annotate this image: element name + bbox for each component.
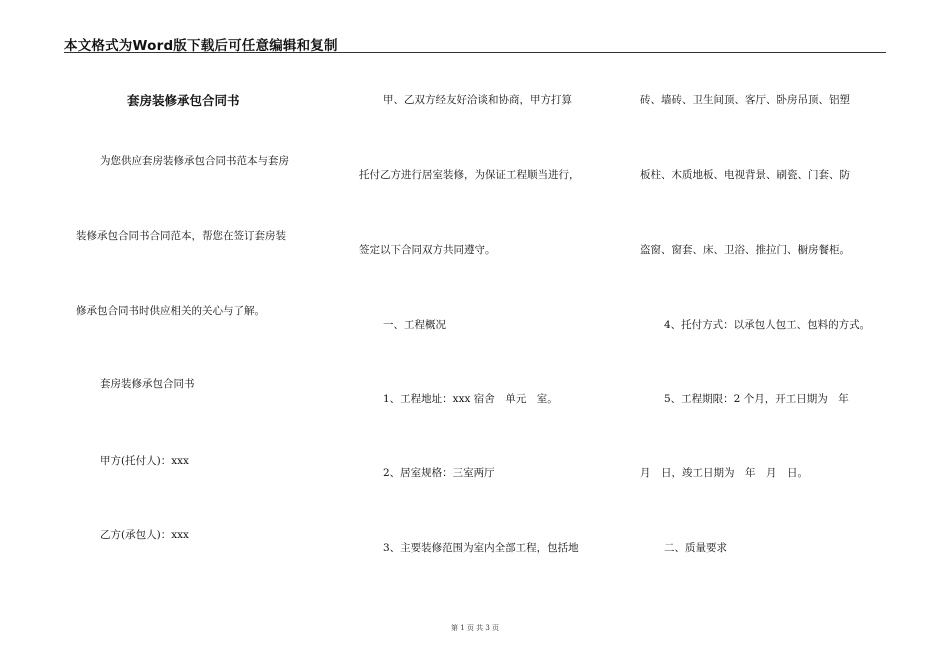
- header-title: 本文格式为Word版下载后可任意编辑和复制: [64, 38, 338, 54]
- middle-paragraph-line: 甲、乙双方经友好洽谈和协商，甲方打算: [383, 94, 572, 106]
- header-divider: [64, 52, 886, 53]
- right-paragraph-line: 盗窗、窗套、床、卫浴、推拉门、橱房餐柜。: [640, 244, 850, 256]
- party-a-line: 甲方(托付人)：xxx: [100, 455, 189, 467]
- right-paragraph-line: 5、工程期限：2 个月，开工日期为 年: [664, 393, 849, 405]
- party-b-line: 乙方(承包人)：xxx: [100, 529, 189, 541]
- left-paragraph-line: 为您供应套房装修承包合同书范本与套房: [100, 155, 289, 167]
- middle-paragraph-line: 签定以下合同双方共同遵守。: [359, 244, 496, 256]
- middle-paragraph-line: 托付乙方进行居室装修，为保证工程顺当进行，: [359, 169, 580, 181]
- middle-paragraph-line: 1、工程地址：xxx 宿舍 单元 室。: [383, 393, 558, 405]
- right-paragraph-line: 月 日，竣工日期为 年 月 日。: [640, 467, 808, 479]
- middle-paragraph-line: 2、居室规格：三室两厅: [383, 467, 495, 479]
- left-paragraph-line: 修承包合同书时供应相关的关心与了解。: [76, 305, 265, 317]
- right-paragraph-line: 砖、墙砖、卫生间顶、客厅、卧房吊顶、铝塑: [640, 94, 850, 106]
- page-number: 第 1 页 共 3 页: [450, 624, 500, 632]
- left-paragraph-line: 装修承包合同书合同范本，帮您在签订套房装: [76, 230, 286, 242]
- middle-paragraph-line: 3、主要装修范围为室内全部工程，包括地: [383, 542, 579, 554]
- section-heading: 二、质量要求: [664, 542, 727, 554]
- right-paragraph-line: 4、托付方式：以承包人包工、包料的方式。: [664, 319, 871, 331]
- section-heading: 一、工程概况: [383, 319, 446, 331]
- left-paragraph-line: 套房装修承包合同书: [100, 378, 195, 390]
- contract-title: 套房装修承包合同书: [127, 93, 240, 108]
- right-paragraph-line: 板柱、木质地板、电视背景、刷瓷、门套、防: [640, 169, 850, 181]
- document-header: [64, 34, 886, 54]
